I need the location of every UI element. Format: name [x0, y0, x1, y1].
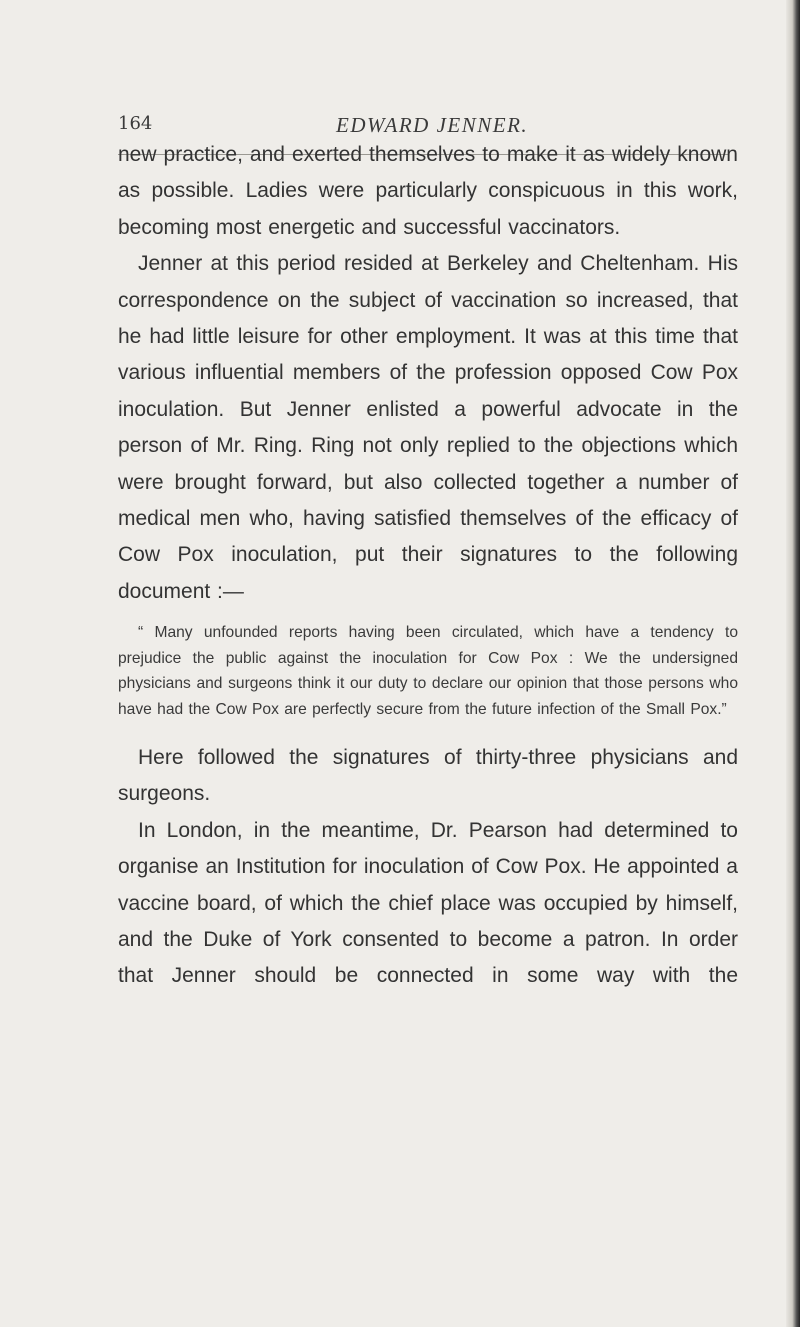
page-edge-shadow [786, 0, 800, 1327]
paragraph-london: In London, in the meantime, Dr. Pearson had determined to organise an Institution for inoculation of Cow Pox. He appointed a vaccine board, of which the chief place was occupied by himself, and the Duke of York consented to become a patron. In order that Jenner should be connected in some way with the [118, 818, 738, 988]
paragraph-jenner-residence: Jenner at this period resided at Berkeley and Cheltenham. His correspondence on the subject of vaccination so increased, that he had little leisure for other employment. It was at this time that various influential members of the profession opposed Cow Pox inoculation. But Jenner enlisted a powerful advocate in the person of Mr. Ring. Ring not only replied to the objections which were brought forward, but also collected together a number of medical men who, having satisfied themselves of the efficacy of Cow Pox inoculation, put their signatures to the following document :— [118, 252, 738, 603]
page-number: 164 [118, 113, 153, 134]
paragraph-continued: new practice, and exerted themselves to make it as widely known as possible. Ladies were particularly conspicuous in this work, becoming most energetic and successful vaccinators. [118, 143, 738, 239]
body-text [118, 137, 738, 995]
paragraph-signatures: Here followed the signatures of thirty-three physicians and surgeons. [118, 745, 738, 806]
quoted-document: “ Many unfounded reports having been circulated, which have a tendency to prejudice the public against the inoculation for Cow Pox : We the undersigned physicians and surgeons think it our duty to declare our opinion that those persons who have had the Cow Pox are perfectly secure from the future infection of the Small Pox.” [118, 624, 738, 718]
running-head: EDWARD JENNER. [336, 113, 529, 137]
